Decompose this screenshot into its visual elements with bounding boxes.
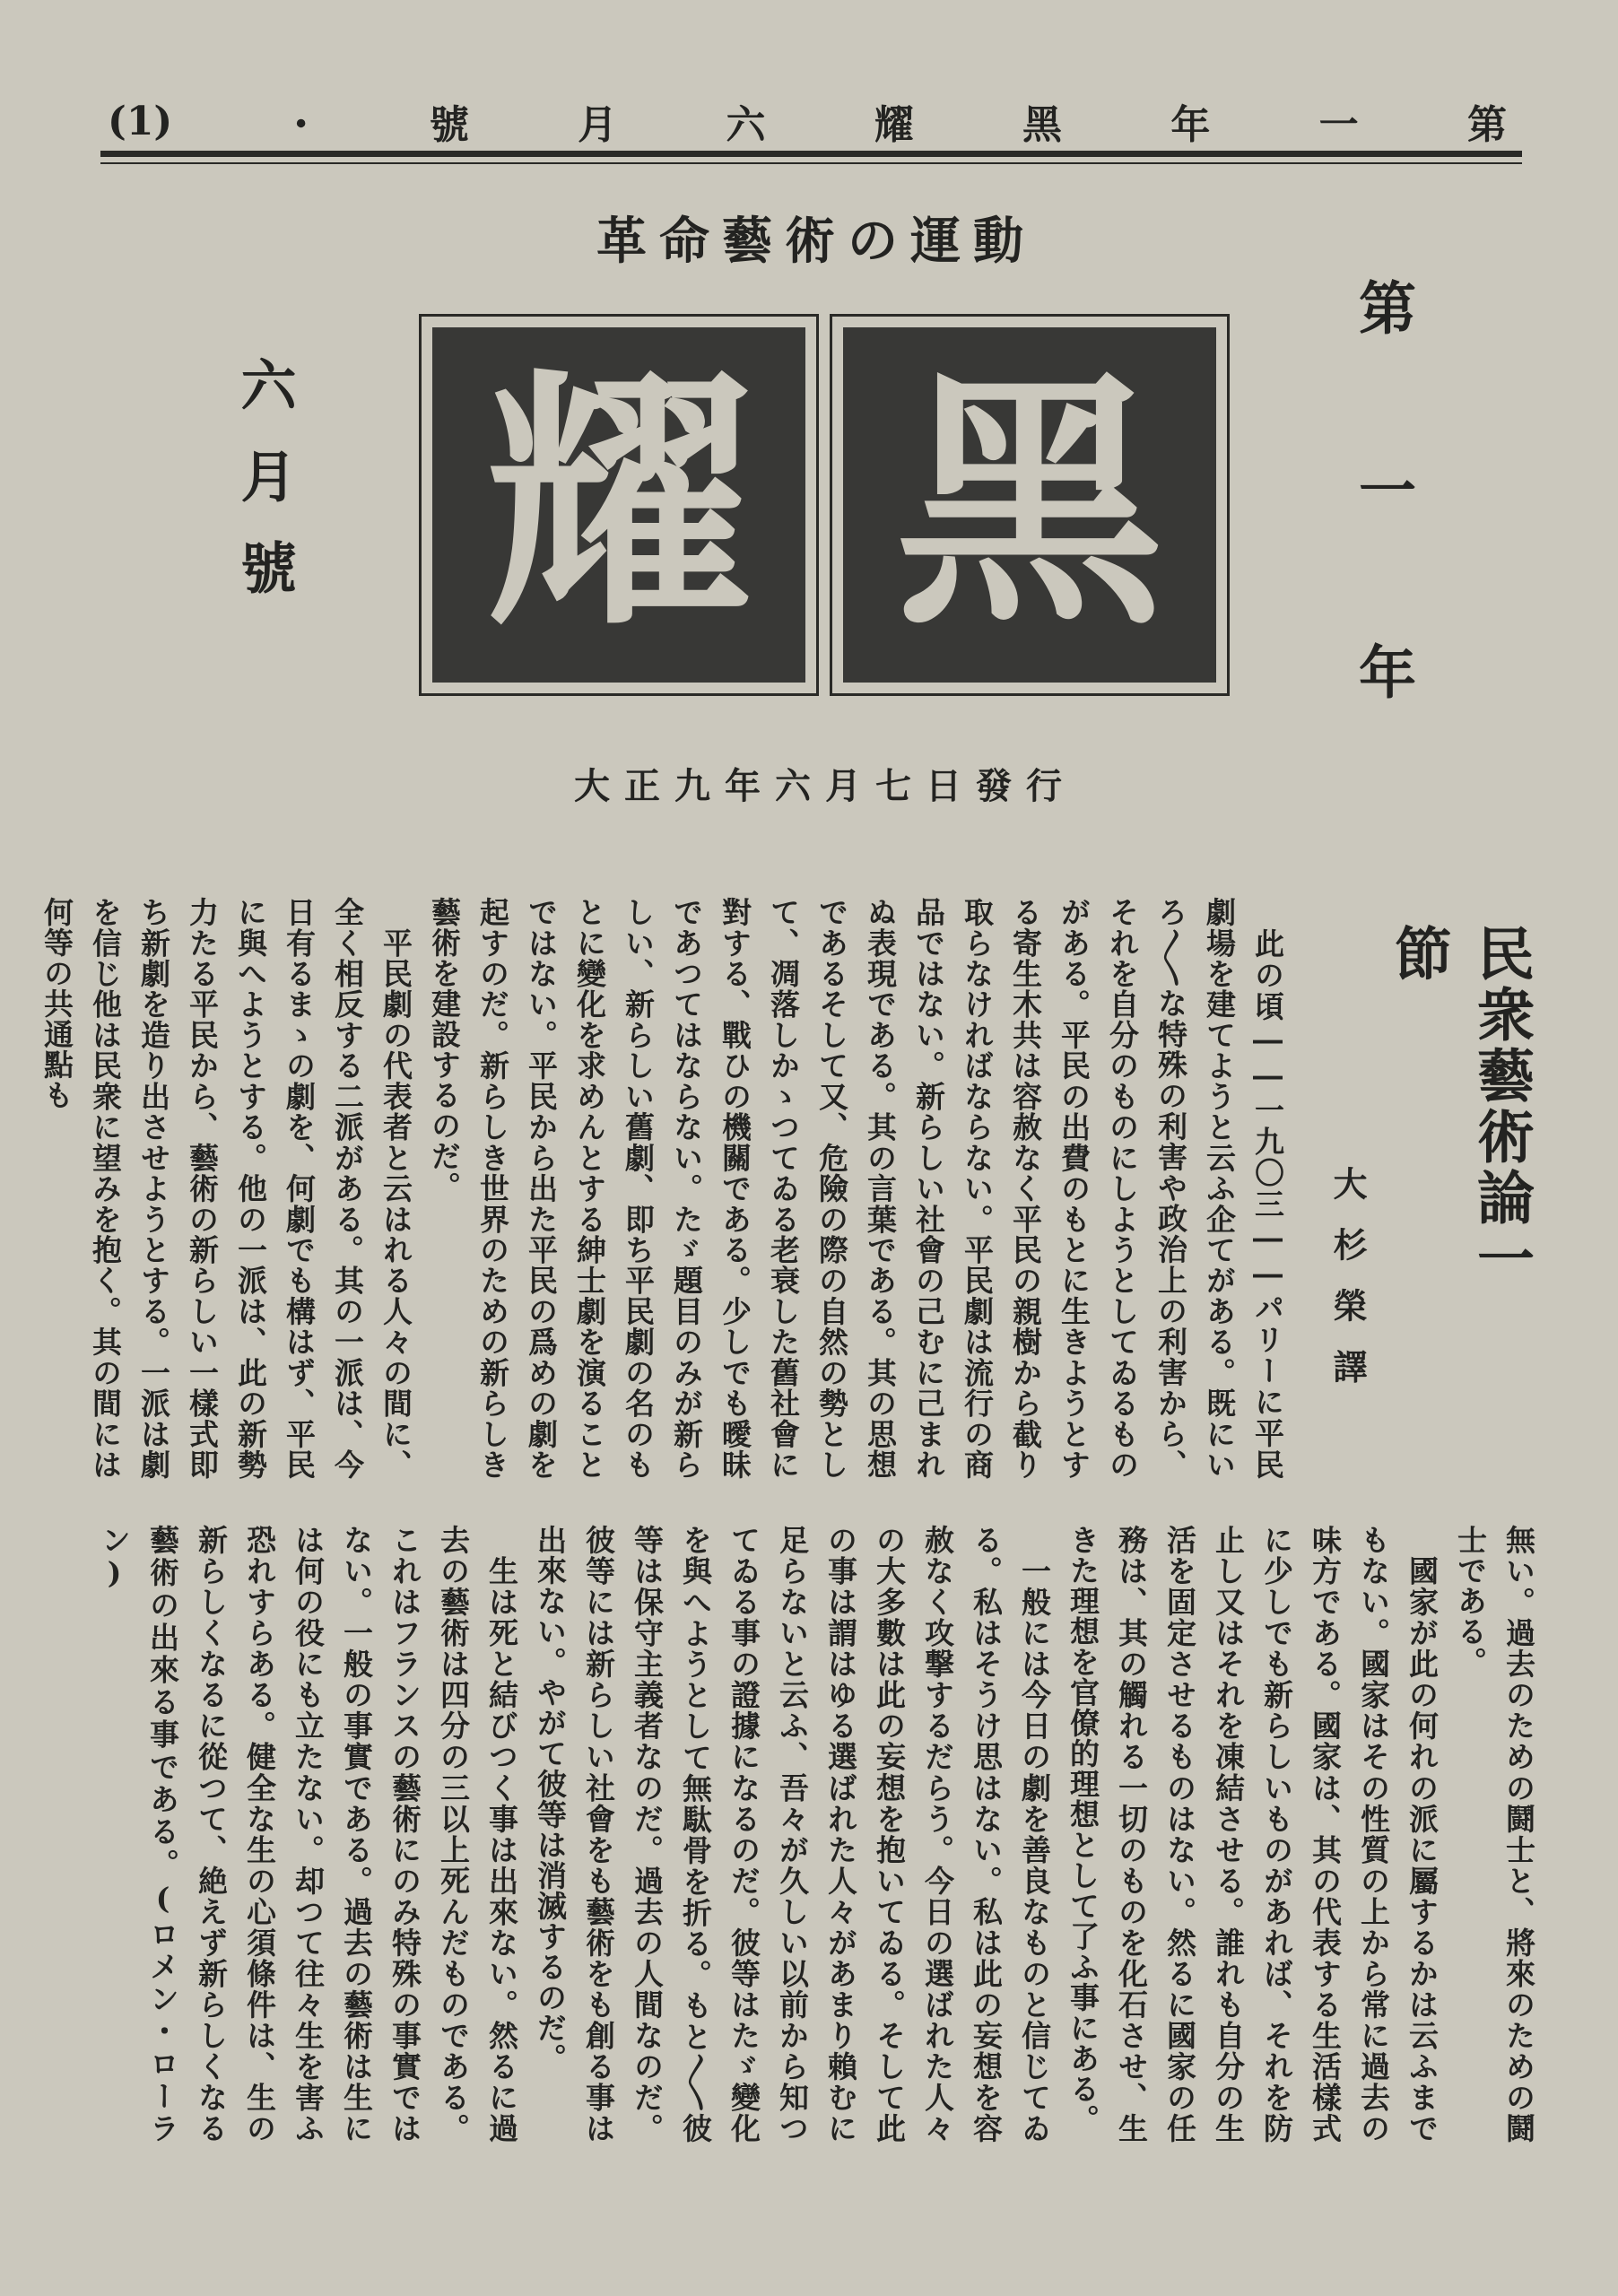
header-item: 耀: [874, 102, 914, 148]
header-item: 一: [1318, 102, 1359, 148]
paragraph: 平民劇の代表者と云はれる人々の間に、全く相反する二派がある。其の一派は、今日有るまゝの劇を、何劇でも構はず、平民に與へようとする。他の一派は、此の新勢力たる平民から、藝術の新らしい一樣式即ち新劇を造り出させようとする。一派は劇を信じ他は民衆に望みを抱く。其の間には何等の共通點も: [39, 897, 413, 1481]
running-header: [108, 94, 1507, 148]
paragraph: 國家が此の何れの派に屬するかは云ふまでもない。國家はその性質の上から常に過去の味方である。國家は、其の代表する生活樣式に少しでも新らしいものがあれば、それを防止し又はそれを凍結させる。誰れも自分の生活を固定させるものはない。然るに國家の任務は、其の觸れる一切のものを化石させ、生きた理想を官僚的理想として了ふ事にある。: [1066, 1525, 1440, 2144]
article-body-upper: [39, 897, 1292, 1481]
header-item: 月: [578, 102, 618, 148]
header-item: 年: [1170, 102, 1211, 148]
masthead-subtitle: 革命藝術の運動: [596, 212, 1036, 271]
masthead-seal-2: [419, 314, 819, 696]
paragraph: 生は死と結びつく事は出來ない。然るに過去の藝術は四分の三以上死んだものである。これはフランスの藝術にのみ特殊の事實ではない。一般の事實である。過去の藝術は生には何の役にも立たない。却つて往々生を害ふ恐れすらある。健全な生の心須條件は、生の新らしくなるに從つて、絶えず新らしくなる藝術の出來る事である。(ロメン・ローラン): [97, 1525, 519, 2144]
issue-label: 六月號: [231, 356, 297, 631]
paragraph: 此の頃――一九〇三――パリーに平民劇場を建てようと云ふ企てがある。既にいろ〱な特殊の利害や政治上の利害から、それを自分のものにしようとしてゐるものがある。平民の出費のもとに生きようとする寄生木共は容赦なく平民の親樹から截り取らなければならない。平民劇は流行の商品ではない。新らしい社會の己むに己まれぬ表現である。其の言葉である。其の思想であるそして又、危險の際の自然の勢として、凋落しかゝつてゐる老衰した舊社會に對する、戰ひの機關である。少しでも曖昧であつてはならない。たゞ題目のみが新らしい、新らしい舊劇、即ち平民劇の名のもとに變化を求めんとする紳士劇を演ることではない。平民から出た平民の爲めの劇を起すのだ。新らしき世界のための新らしき藝術を建設するのだ。: [427, 897, 1285, 1481]
masthead-char-1: 黑: [895, 348, 1164, 661]
publication-date: 大正九年六月七日發行: [574, 765, 1076, 807]
header-item: 六: [726, 102, 766, 148]
masthead-char-2: 耀: [484, 348, 753, 661]
masthead-seal-1: [830, 314, 1230, 696]
paragraph: 一般には今日の劇を善良なものと信じてゐる。私はそうけ思はない。私は此の妄想を容赦なく攻撃するだらう。今日の選ばれた人々の大多數は此の妄想を抱いてゐる。そして此の事は謂はゆる選ばれた人々があまり賴むに足らないと云ふ、吾々が久しい以前から知つてゐる事の證據になるのだ。彼等はたゞ變化を與へようとして無駄骨を折る。もと〱彼等は保守主義者なのだ。過去の人間なのだ。彼等には新らしい社會をも藝術をも創る事は出來ない。やがて彼等は消滅するのだ。: [533, 1525, 1052, 2144]
volume-label: 第一年: [1349, 278, 1416, 709]
header-item: 號: [429, 102, 469, 148]
header-item: ・: [281, 102, 321, 148]
article-author: 大杉榮譯: [1327, 1166, 1368, 1410]
article-body-lower: [97, 1525, 1543, 2144]
header-rule: [100, 151, 1522, 157]
paragraph: 無い。過去のための鬪士と、將來のための鬪士である。: [1453, 1525, 1536, 2144]
header-item: 黑: [1022, 102, 1063, 148]
header-rule-thin: [100, 162, 1522, 164]
header-item: 第: [1466, 102, 1507, 148]
page-number: (1): [108, 98, 173, 144]
article-title: 民衆藝術論一節: [1385, 924, 1535, 1290]
